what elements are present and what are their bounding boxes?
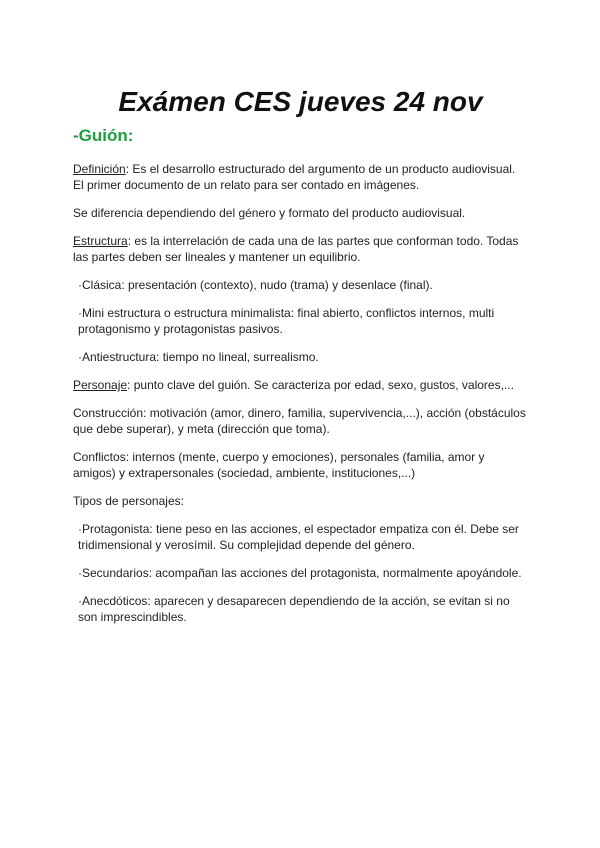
paragraph-estructura	[73, 233, 528, 265]
list-item-protagonista: ·Protagonista: tiene peso en las acciones, el espectador empatiza con él. Debe ser tridimensional y verosímil. Su complejidad depende del género.	[78, 522, 519, 552]
term-definicion: Definición	[73, 162, 126, 176]
list-item-secundarios: ·Secundarios: acompañan las acciones del protagonista, normalmente apoyándole.	[78, 566, 522, 580]
paragraph-definicion	[73, 161, 528, 193]
estructura-text: : es la interrelación de cada una de las partes que conforman todo. Todas las partes deben ser lineales y mantener un equilibrio.	[73, 234, 519, 264]
personaje-text: : punto clave del guión. Se caracteriza por edad, sexo, gustos, valores,...	[127, 378, 514, 392]
section-heading-guion: -Guión:	[73, 126, 134, 145]
definicion-text: : Es el desarrollo estructurado del argumento de un producto audiovisual. El primer documento de un relato para ser contado en imágenes.	[73, 162, 516, 192]
paragraph-diferencia: Se diferencia dependiendo del género y formato del producto audiovisual.	[73, 206, 466, 220]
paragraph-tipos-personajes: Tipos de personajes:	[73, 494, 184, 508]
paragraph-personaje	[73, 377, 528, 393]
page-title: Exámen CES jueves 24 nov	[118, 86, 483, 117]
term-estructura: Estructura	[73, 234, 128, 248]
term-personaje: Personaje	[73, 378, 128, 392]
list-item-clasica: ·Clásica: presentación (contexto), nudo (trama) y desenlace (final).	[78, 278, 433, 292]
paragraph-conflictos: Conflictos: internos (mente, cuerpo y emociones), personales (familia, amor y amigos) y extrapersonales (sociedad, ambiente, instituciones,...)	[73, 450, 485, 480]
list-item-antiestructura: ·Antiestructura: tiempo no lineal, surrealismo.	[78, 350, 319, 364]
list-item-anecdoticos: ·Anecdóticos: aparecen y desaparecen dependiendo de la acción, se evitan si no son imprescindibles.	[78, 594, 510, 624]
list-item-mini-estructura: ·Mini estructura o estructura minimalista: final abierto, conflictos internos, multi protagonismo y protagonistas pasivos.	[78, 306, 495, 336]
paragraph-construccion: Construcción: motivación (amor, dinero, familia, supervivencia,...), acción (obstáculos que debe superar), y meta (dirección que toma).	[73, 406, 526, 436]
